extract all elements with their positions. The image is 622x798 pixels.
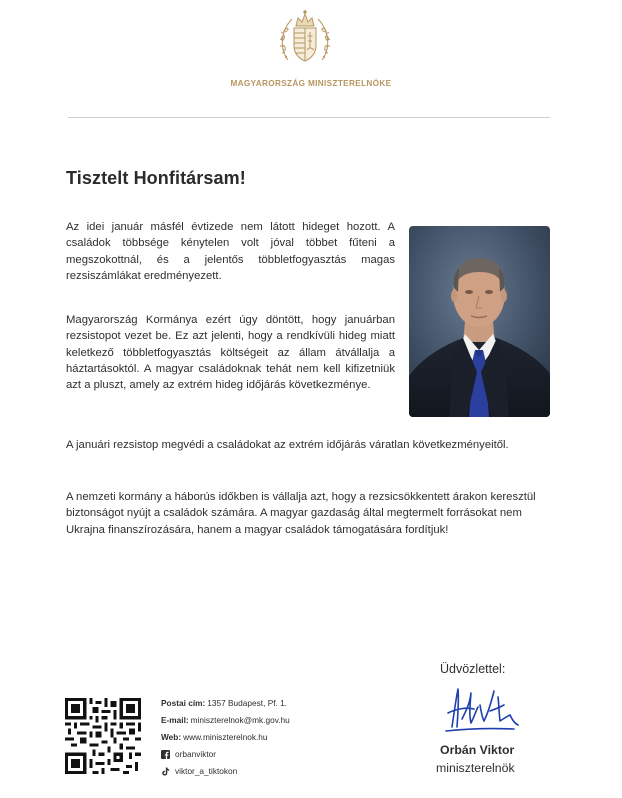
paragraph-3: A januári rezsistop megvédi a családokat az extrém időjárás váratlan következményeitől. bbox=[66, 439, 509, 451]
signer-name: Orbán Viktor bbox=[440, 743, 515, 757]
web-row bbox=[161, 729, 290, 746]
organization-name: MAGYARORSZÁG MINISZTERELNÖKE bbox=[230, 79, 392, 88]
web-link[interactable]: www.miniszterelnok.hu bbox=[183, 732, 268, 742]
postal-address bbox=[161, 695, 290, 712]
facebook-icon bbox=[161, 750, 170, 759]
postal-value: 1357 Budapest, Pf. 1. bbox=[207, 698, 288, 708]
contact-block bbox=[161, 695, 290, 780]
email-row bbox=[161, 712, 290, 729]
web-label: Web: bbox=[161, 732, 182, 742]
portrait-photo bbox=[409, 226, 550, 417]
facebook-handle[interactable]: orbanviktor bbox=[175, 749, 217, 759]
postal-label: Postai cím: bbox=[161, 698, 206, 708]
closing-text: Üdvözlettel: bbox=[440, 662, 506, 676]
email-label: E-mail: bbox=[161, 715, 189, 725]
facebook-row[interactable] bbox=[161, 746, 290, 763]
letter-greeting: Tisztelt Honfitársam! bbox=[66, 168, 246, 188]
tiktok-handle[interactable]: viktor_a_tiktokon bbox=[175, 766, 238, 776]
paragraph-1: Az idei január másfél évtizede nem látott hideget hozott. A családok többsége kénytelen volt jóval többet fűteni a megszokottnál, és a jelentős többletfogyasztás magas rezsiszámlákat eredményezett. bbox=[66, 221, 395, 282]
signer-title: miniszterelnök bbox=[436, 761, 515, 775]
coat-of-arms-icon bbox=[278, 8, 332, 74]
paragraph-2: Magyarország Kormánya ezért úgy döntött, hogy januárban rezsistopot vezet be. Ez azt jelenti, hogy a rendkívüli hideg miatt keletkező többletfogyasztás költségeit az állam átvállalja a háztartásoktól. A magyar családoknak tehát nem kell kifizetniük azt a pluszt, amely az extrém hideg időjárás következménye. bbox=[66, 314, 395, 392]
email-link[interactable]: miniszterelnok@mk.gov.hu bbox=[190, 715, 290, 725]
paragraph-4: A nemzeti kormány a háborús időkben is vállalja azt, hogy a rezsicsökkentett árakon keresztül biztonságot nyújt a családok számára. A magyar gazdaság által megtermelt forrásokat nem Ukrajna finanszírozására, hanem a magyar családok támogatására fordítjuk! bbox=[66, 491, 536, 536]
header-divider bbox=[68, 117, 550, 118]
tiktok-row[interactable] bbox=[161, 763, 290, 780]
signature-icon bbox=[444, 683, 524, 735]
qr-code-icon[interactable] bbox=[65, 698, 141, 774]
tiktok-icon bbox=[161, 767, 170, 776]
